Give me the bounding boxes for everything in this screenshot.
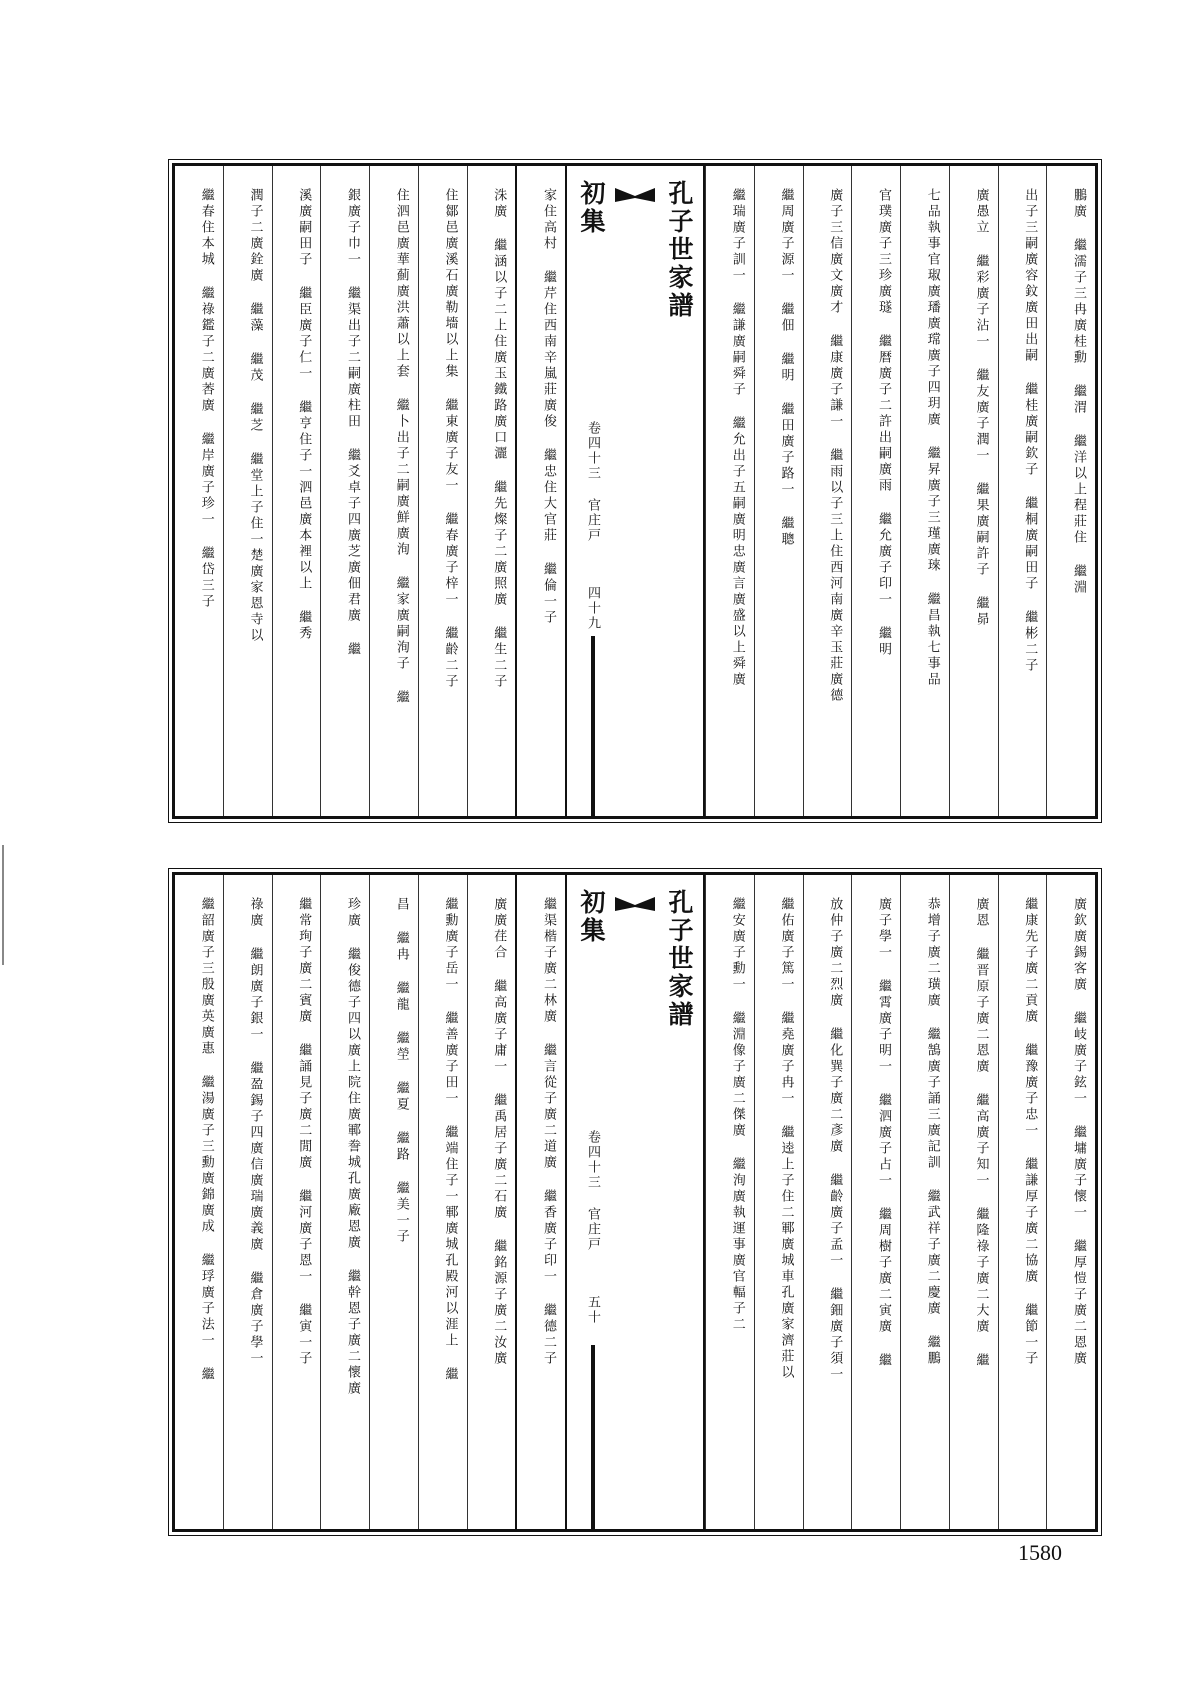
genealogy-column	[1046, 166, 1095, 816]
column-text: 住鄒邑廣溪石廣勒墻以上集 繼東廣子友一 繼春廣子梓一 繼齡二子	[442, 188, 458, 690]
bottom-columns	[175, 875, 1095, 1529]
column-text: 繼勳廣子岳一 繼善廣子田一 繼端住子一鄆廣城孔殿河以涯上 繼	[442, 897, 458, 1383]
genealogy-column	[851, 166, 900, 816]
genealogy-column	[369, 875, 418, 1529]
column-text: 鵬廣 繼濡子三冉廣桂勳 繼渭 繼洋以上程莊住 繼淵	[1071, 188, 1086, 596]
series-label: 初集	[577, 889, 606, 945]
column-text: 繼瑞廣子訓一 繼謙廣嗣舜子 繼允出子五嗣廣明忠廣言廣盛以上舜廣	[729, 188, 745, 688]
genealogy-column	[754, 875, 803, 1529]
genealogy-column	[320, 875, 369, 1529]
volume-label: 卷四十三 官庄戸	[585, 421, 600, 543]
book-title: 孔子世家譜	[665, 889, 694, 1029]
genealogy-column	[223, 166, 272, 816]
volume-label: 卷四十三 官庄戸	[585, 1130, 600, 1252]
center-rule	[587, 1345, 599, 1529]
column-text: 放仲子廣二烈廣 繼化巽子廣二彥廣 繼齡廣子孟一 繼鈿廣子須一	[827, 897, 843, 1383]
column-text: 潤子二廣銓廣 繼藻 繼茂 繼芝 繼堂上子住一楚廣家恩寺以	[247, 188, 263, 644]
book-title: 孔子世家譜	[665, 180, 694, 320]
leaf-number: 五十	[585, 1295, 600, 1325]
genealogy-column	[175, 166, 223, 816]
center-header-column	[565, 875, 705, 1529]
column-text: 昌 繼冉 繼龍 繼塋 繼夏 繼路 繼美一子	[393, 897, 409, 1245]
column-text: 廣廣荏合 繼高廣子庸一 繼禹居子廣二石廣 繼銘源子廣二汝廣	[491, 897, 507, 1367]
genealogy-column	[467, 166, 516, 816]
column-text: 廣子三信廣文廣才 繼康廣子謙一 繼雨以子三上住西河南廣辛玉莊廣德	[827, 188, 843, 704]
genealogy-column	[803, 166, 852, 816]
genealogy-column	[272, 875, 321, 1529]
genealogy-column	[320, 166, 369, 816]
column-text: 祿廣 繼朗廣子銀一 繼盈錫子四廣信廣瑞廣義廣 繼倉廣子學一	[247, 897, 263, 1367]
center-rule	[587, 636, 599, 816]
column-text: 繼渠楷子廣二林廣 繼言從子廣二道廣 繼香廣子印一 繼德二子	[541, 897, 556, 1367]
genealogy-column	[705, 166, 754, 816]
column-text: 繼佑廣子篤一 繼堯廣子冉一 繼逵上子住二鄆廣城車孔廣家濟莊以	[778, 897, 794, 1381]
genealogy-column	[998, 166, 1047, 816]
genealogy-column	[949, 166, 998, 816]
genealogy-column	[418, 166, 467, 816]
column-text: 繼康先子廣二貢廣 繼豫廣子忠一 繼謙厚子廣二協廣 繼節一子	[1022, 897, 1038, 1367]
column-text: 珍廣 繼俊德子四以廣上院住廣鄆誊城孔廣廠恩廣 繼幹恩子廣二懷廣	[345, 897, 360, 1397]
genealogy-column	[803, 875, 852, 1529]
page-number: 1580	[1018, 1540, 1062, 1565]
column-text: 恭增子廣二璜廣 繼鵠廣子誦三廣記訓 繼武祥子廣二慶廣 繼鵬	[924, 897, 940, 1367]
column-text: 繼韶廣子三殷廣英廣惠 繼湯廣子三勳廣錦廣成 繼琈廣子法一 繼	[198, 897, 214, 1383]
genealogy-column	[754, 166, 803, 816]
column-text: 廣恩 繼晋原子廣二恩廣 繼高廣子知一 繼隆祿子廣二大廣 繼	[973, 897, 989, 1369]
column-text: 銀廣子巾一 繼渠出子二嗣廣柱田 繼爻卓子四廣芝廣佃君廣 繼	[345, 188, 360, 658]
genealogy-column	[515, 875, 565, 1529]
fish-tail-icon	[615, 188, 655, 202]
genealogy-column	[418, 875, 467, 1529]
column-text: 廣欽廣錫客廣 繼岐廣子鉉一 繼墉廣子懷一 繼厚愷子廣二恩廣	[1071, 897, 1086, 1367]
leaf-number: 四十九	[585, 586, 600, 631]
column-text: 繼春住本城 繼祿鑑子二廣莕廣 繼岸廣子珍一 繼岱三子	[198, 188, 214, 610]
column-text: 七品執事官琡廣璠廣瑺廣子四玥廣 繼昇廣子三瑾廣琜 繼昌執七事品	[924, 188, 940, 688]
genealogy-column	[705, 875, 754, 1529]
genealogy-column	[900, 166, 949, 816]
column-text: 官璞廣子三珍廣璲 繼暦廣子二許出嗣廣雨 繼允廣子印一 繼明	[876, 188, 891, 658]
column-text: 繼常珣子廣二賓廣 繼誦見子廣二閒廣 繼河廣子恩一 繼寅一子	[296, 897, 312, 1367]
column-text: 出子三嗣廣容鈫廣田出嗣 繼桂廣嗣欽子 繼桐廣嗣田子 繼彬二子	[1022, 188, 1038, 674]
genealogy-column	[175, 875, 223, 1529]
column-text: 繼安廣子勳一 繼淵像子廣二傑廣 繼洵廣執運事廣官輻子二	[729, 897, 745, 1333]
column-text: 溪廣嗣田子 繼臣廣子仁一 繼亨住子一泗邑廣本裡以上 繼秀	[296, 188, 312, 642]
top-page-panel	[172, 163, 1098, 819]
genealogy-column	[900, 875, 949, 1529]
column-text: 洙廣 繼涵以子二上住廣玉鐵路廣口灑 繼先燦子二廣照廣 繼生二子	[491, 188, 507, 690]
genealogy-column	[998, 875, 1047, 1529]
center-header-column	[565, 166, 705, 816]
genealogy-column	[851, 875, 900, 1529]
column-text: 繼周廣子源一 繼佃 繼明 繼田廣子路一 繼聰	[778, 188, 794, 548]
genealogy-column	[223, 875, 272, 1529]
column-text: 廣子學一 繼霄廣子明一 繼泗廣子占一 繼周樹子廣二寅廣 繼	[876, 897, 891, 1369]
genealogy-column	[369, 166, 418, 816]
fish-tail-icon	[615, 897, 655, 911]
column-text: 廣愚立 繼彩廣子沾一 繼友廣子潤一 繼果廣嗣許子 繼昴	[973, 188, 989, 628]
top-columns	[175, 166, 1095, 816]
genealogy-column	[515, 166, 565, 816]
genealogy-column	[272, 166, 321, 816]
left-margin-line	[2, 845, 4, 965]
genealogy-column	[949, 875, 998, 1529]
genealogy-column	[1046, 875, 1095, 1529]
series-label: 初集	[577, 180, 606, 236]
bottom-page-panel	[172, 872, 1098, 1532]
genealogy-column	[467, 875, 516, 1529]
column-text: 住泗邑廣華薊廣洪蕭以上套 繼卜出子二嗣廣鮮廣洵 繼家廣嗣洵子 繼	[393, 188, 409, 706]
column-text: 家住高村 繼芹住西南辛嵐莊廣俊 繼忠住大官莊 繼倫一子	[541, 188, 556, 626]
